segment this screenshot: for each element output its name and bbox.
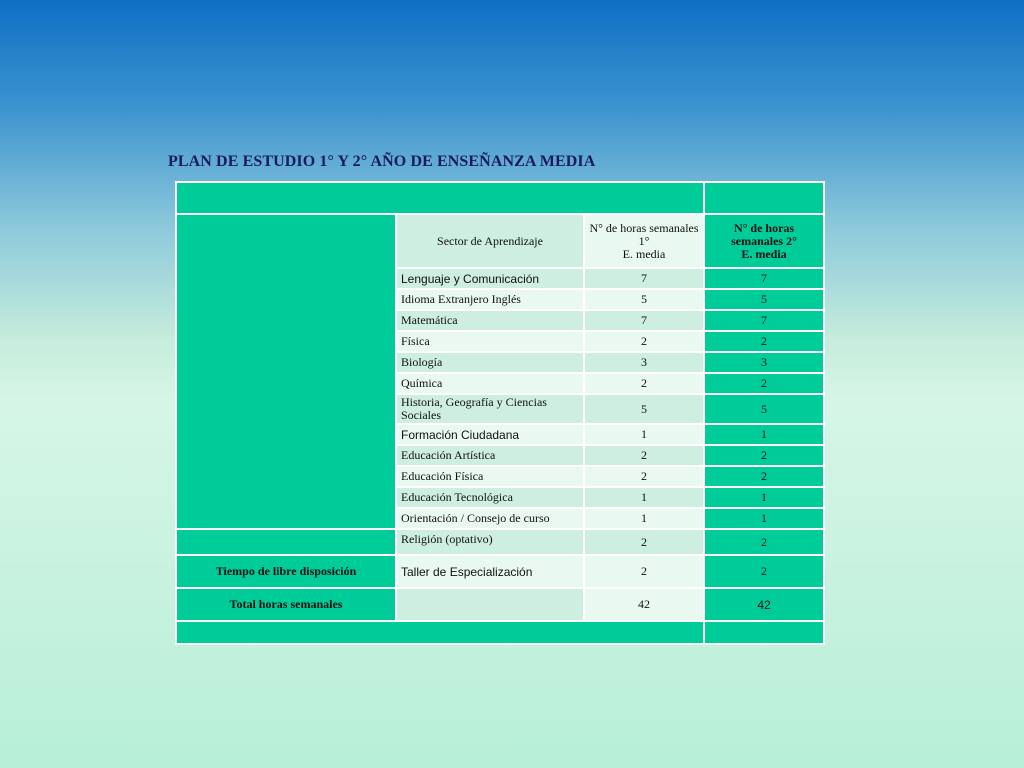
page-title: PLAN DE ESTUDIO 1° Y 2° AÑO DE ENSEÑANZA MEDIA: [168, 153, 596, 170]
libre-hours-1-cell: 2: [584, 555, 704, 588]
sector-cell: Educación Física: [396, 466, 584, 487]
left-green-block: [176, 214, 396, 529]
sector-cell: Religión (optativo): [396, 529, 584, 555]
sector-cell: Biología: [396, 352, 584, 373]
libre-disposicion-row: [176, 555, 824, 588]
total-label: Total horas semanales: [176, 588, 396, 621]
hours-1-cell: 2: [584, 445, 704, 466]
left-green-cell: [176, 529, 396, 555]
top-band-right: [704, 182, 824, 214]
total-empty-cell: [396, 588, 584, 621]
libre-disposicion-label: Tiempo de libre disposición: [176, 555, 396, 588]
hours-2-cell: 7: [704, 310, 824, 331]
bottom-band-left: [176, 621, 704, 644]
hours-2-cell: 2: [704, 331, 824, 352]
hours-1-cell: 2: [584, 373, 704, 394]
bottom-band-right: [704, 621, 824, 644]
hours-2-cell: 1: [704, 508, 824, 529]
hours-2-cell: 2: [704, 373, 824, 394]
sector-cell: Idioma Extranjero Inglés: [396, 289, 584, 310]
hours-1-cell: 2: [584, 331, 704, 352]
sector-cell: Educación Tecnológica: [396, 487, 584, 508]
header-sector: Sector de Aprendizaje: [396, 214, 584, 268]
hours-1-cell: 1: [584, 508, 704, 529]
sector-cell: Orientación / Consejo de curso: [396, 508, 584, 529]
sector-cell: Formación Ciudadana: [396, 424, 584, 445]
header-horas-2-line1: N° de horas semanales 2°: [731, 220, 797, 248]
header-horas-1: [584, 214, 704, 268]
libre-sector-cell: Taller de Especialización: [396, 555, 584, 588]
header-horas-2-line2: E. media: [741, 246, 787, 261]
sector-cell: Lenguaje y Comunicación: [396, 268, 584, 289]
sector-cell: Matemática: [396, 310, 584, 331]
sector-cell: Educación Artística: [396, 445, 584, 466]
hours-1-cell: 5: [584, 289, 704, 310]
header-horas-1-line1: N° de horas semanales 1°: [589, 220, 699, 248]
hours-2-cell: 1: [704, 487, 824, 508]
table-row: [176, 529, 824, 555]
hours-1-cell: 7: [584, 310, 704, 331]
sector-cell: Química: [396, 373, 584, 394]
libre-hours-2-cell: 2: [704, 555, 824, 588]
sector-cell: Historia, Geografía y Ciencias Sociales: [396, 394, 584, 424]
hours-1-cell: 3: [584, 352, 704, 373]
hours-1-cell: 1: [584, 487, 704, 508]
hours-2-cell: 2: [704, 466, 824, 487]
header-horas-1-line2: E. media: [622, 246, 666, 261]
hours-2-cell: 2: [704, 529, 824, 555]
hours-2-cell: 5: [704, 289, 824, 310]
hours-1-cell: 1: [584, 424, 704, 445]
total-row: [176, 588, 824, 621]
top-band-left: [176, 182, 704, 214]
hours-1-cell: 2: [584, 529, 704, 555]
sector-cell: Física: [396, 331, 584, 352]
hours-2-cell: 2: [704, 445, 824, 466]
hours-1-cell: 5: [584, 394, 704, 424]
hours-2-cell: 3: [704, 352, 824, 373]
hours-2-cell: 1: [704, 424, 824, 445]
hours-2-cell: 5: [704, 394, 824, 424]
hours-2-cell: 7: [704, 268, 824, 289]
study-plan-table: [175, 181, 825, 645]
total-hours-1-cell: 42: [584, 588, 704, 621]
table-bottom-band: [176, 621, 824, 644]
table-header-row: [176, 214, 824, 268]
total-hours-2-cell: 42: [704, 588, 824, 621]
table-top-band: [176, 182, 824, 214]
hours-1-cell: 2: [584, 466, 704, 487]
hours-1-cell: 7: [584, 268, 704, 289]
header-horas-2: [704, 214, 824, 268]
